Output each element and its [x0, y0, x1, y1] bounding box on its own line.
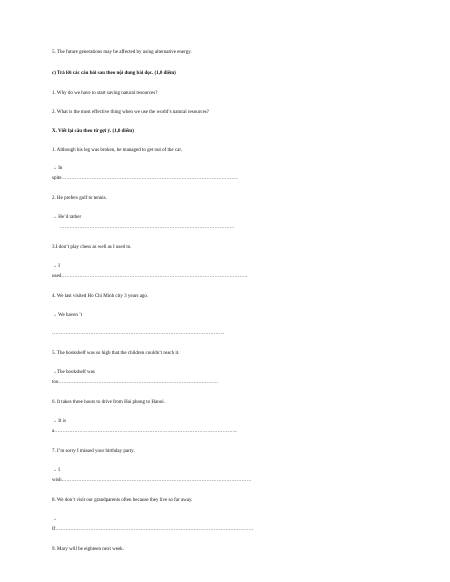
answer-line: …………………………………………………………………………………………… [52, 225, 235, 230]
answer-line: used…………………………………………………………………………………………………. [52, 274, 248, 279]
text-line: → We haven ’t [52, 313, 83, 318]
text-line: 2. He prefers golf to tennis. [52, 196, 107, 201]
text-line: → He’d rather [52, 215, 82, 220]
text-line: →The bookshelf was [52, 370, 95, 375]
section-heading: c) Trả lời các câu hỏi sau theo nội dung bài đọc. (1,0 điểm) [52, 71, 176, 76]
text-line: → In [52, 166, 63, 171]
section-heading: X. Viết lại câu theo từ gợi ý. (1,0 điểm) [52, 129, 134, 134]
answer-line: a……………………………………………………………………………………………….. [52, 429, 237, 434]
text-line: → I [52, 468, 60, 473]
text-line: 8. We don’t visit our grandparents often because they live so far away. [52, 498, 193, 503]
text-line: 6. It takes three hours to drive from Hai phong to Hanoi. [52, 400, 165, 405]
text-line: 7. I’m sorry I missed your birthday party. [52, 449, 135, 454]
text-line: 2. What is the most effective thing when we use the world’s natural resources? [52, 110, 209, 115]
text-line: → I [52, 264, 60, 269]
text-line: 5. The bookshelf was so high that the children couldn’t reach it. [52, 351, 180, 356]
text-line: 4. We last visited Ho Chi Minh city 3 years ago. [52, 294, 149, 299]
text-line: 3.I don’t play chess as well as I used to. [52, 245, 132, 250]
text-line: 9. Mary will be eighteen next week. [52, 547, 124, 552]
answer-line: If……………………………………………………………………………………………………….. [52, 527, 253, 532]
text-line: 1. Although his leg was broken, he managed to get out of the car. [52, 148, 182, 153]
text-line: → [52, 517, 57, 522]
answer-line: spite……………………………………………………………………………………………. [52, 176, 238, 181]
text-line: 5. The future generations may be affected by using alternative energy. [52, 50, 192, 55]
answer-line: wish…………………………………………………………………………………………………… [52, 478, 252, 483]
text-line: → It is [52, 419, 66, 424]
answer-line: too…………………………………………………………………………………… [52, 380, 219, 385]
text-line: 1. Why do we have to start saving natural resources? [52, 91, 158, 96]
answer-line: ………………………………………………………………………………………….. [52, 331, 225, 336]
